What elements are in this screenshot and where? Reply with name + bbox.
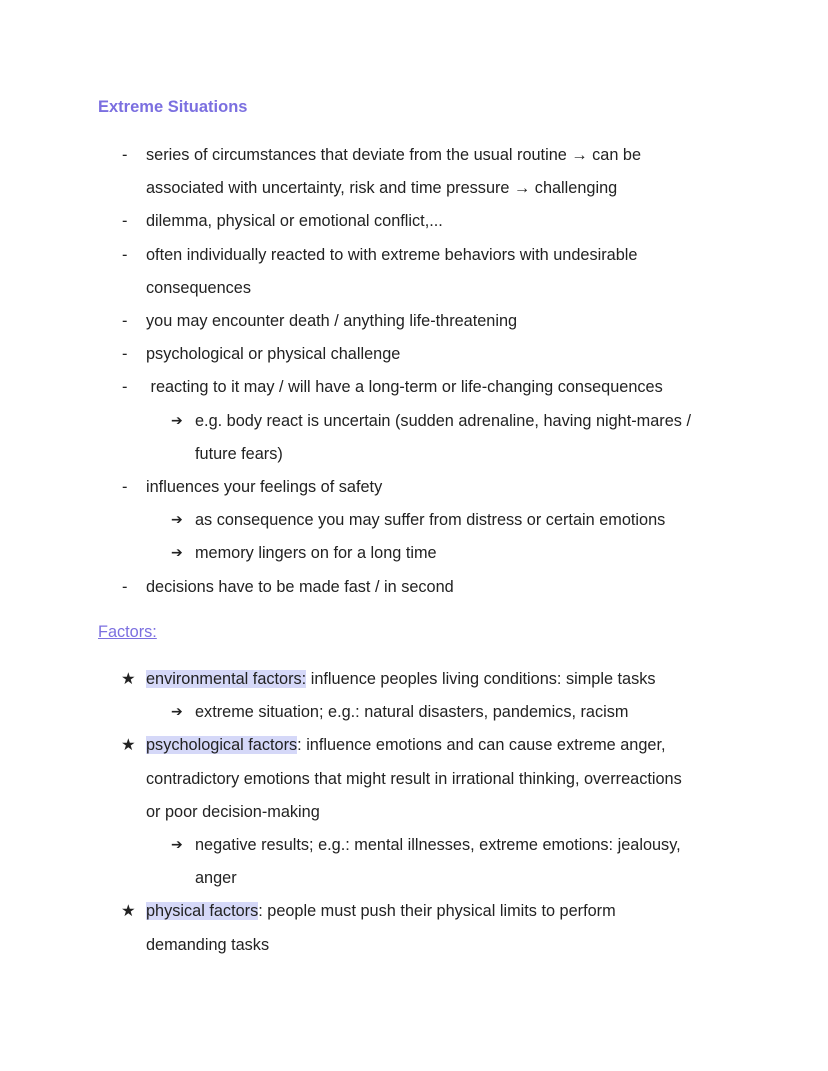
list-item-text: you may encounter death / anything life-threatening [146, 312, 518, 330]
dash-bullet-icon: - [122, 478, 128, 496]
list-item-text: influence peoples living conditions: simple tasks [306, 670, 656, 688]
dash-bullet-icon: - [122, 245, 128, 264]
list-item-text: or poor decision-making [146, 802, 320, 821]
list-item-text: series of circumstances that deviate from the usual routine → can be [146, 146, 642, 164]
list-item-text: extreme situation; e.g.: natural disasters, pandemics, racism [195, 703, 629, 722]
list-item-text: : people must push their physical limits to perform [258, 902, 616, 921]
list-item-text: e.g. body react is uncertain (sudden adrenaline, having night-mares / [195, 411, 691, 430]
list-item-line [195, 867, 237, 889]
highlighted-term: physical factors [146, 902, 259, 921]
star-bullet-icon: ★ [121, 901, 136, 921]
dash-bullet-icon: - [122, 345, 128, 364]
list-item-line [146, 144, 641, 166]
list-item-line [146, 244, 637, 266]
star-bullet-icon: ★ [121, 735, 136, 755]
highlighted-term: psychological factors [146, 736, 298, 755]
list-item-text: memory lingers on for a long time [195, 544, 437, 563]
list-item-text: consequences [146, 278, 252, 297]
list-item-line [195, 509, 665, 531]
list-item-text: negative results; e.g.: mental illnesses, extreme emotions: jealousy, [195, 836, 681, 854]
list-item-text: dilemma, physical or emotional conflict,... [146, 212, 443, 231]
list-item-line [195, 542, 437, 564]
list-item-line [146, 668, 656, 690]
list-item-text: demanding tasks [146, 935, 270, 954]
dash-bullet-icon: - [122, 378, 128, 397]
highlighted-term: environmental factors: [146, 670, 307, 688]
list-item-text: contradictory emotions that might result in irrational thinking, overreactions [146, 769, 682, 788]
list-item-line [146, 734, 666, 756]
list-item-line [195, 410, 691, 432]
list-item-line [146, 343, 400, 365]
arrow-bullet-icon: ➔ [171, 412, 183, 429]
arrow-bullet-icon: ➔ [171, 512, 183, 529]
arrow-bullet-icon: ➔ [171, 837, 183, 853]
list-item-text: anger [195, 869, 237, 888]
list-item-text: future fears) [195, 444, 283, 463]
list-item-line [195, 443, 283, 465]
star-bullet-icon: ★ [121, 669, 136, 688]
list-item-text: : influence emotions and can cause extreme anger, [297, 736, 666, 755]
list-item-line [146, 900, 616, 922]
dash-bullet-icon: - [122, 312, 128, 330]
arrow-bullet-icon: ➔ [171, 545, 183, 562]
dash-bullet-icon: - [122, 212, 128, 231]
list-item-line [146, 476, 382, 498]
list-item-text: influences your feelings of safety [146, 478, 383, 496]
list-item-line [146, 934, 269, 956]
arrow-bullet-icon: ➔ [171, 704, 183, 721]
list-item-line [146, 177, 617, 199]
list-item-line [146, 801, 320, 823]
list-item-line [146, 210, 443, 232]
dash-bullet-icon: - [122, 146, 128, 164]
list-item-line [195, 834, 681, 856]
list-item-line [146, 768, 682, 790]
list-item-line [146, 376, 663, 398]
list-item-line [195, 701, 628, 723]
list-item-text: psychological or physical challenge [146, 345, 401, 364]
dash-bullet-icon: - [122, 577, 128, 596]
list-item-text: often individually reacted to with extreme behaviors with undesirable [146, 245, 638, 264]
list-item-text: reacting to it may / will have a long-term or life-changing consequences [146, 378, 663, 397]
list-item-line [146, 576, 454, 598]
list-item-text: associated with uncertainty, risk and time pressure → challenging [146, 179, 618, 198]
list-item-line [146, 277, 251, 299]
list-item-line [146, 310, 517, 332]
list-item-text: decisions have to be made fast / in second [146, 577, 454, 596]
factors-heading: Factors: [98, 623, 157, 641]
page-title: Extreme Situations [98, 98, 248, 116]
list-item-text: as consequence you may suffer from distress or certain emotions [195, 511, 666, 530]
